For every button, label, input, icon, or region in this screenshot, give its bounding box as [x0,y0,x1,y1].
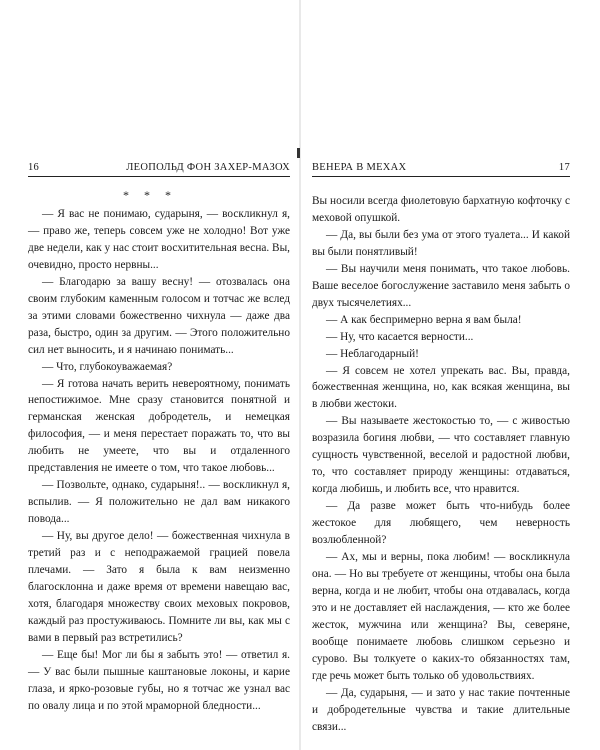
paragraph: — Да, сударыня, — и зато у нас такие почтенные и добродетельные чувства и такие длительные связи... [312,686,570,733]
paragraph: — Благодарю за вашу весну! — отозвалась она своим глубоким каменным голосом и тотчас же вслед за этими словами божественно чихнула — даже два раза, быстро, один за другим. — Этого положительно сил нет выносить, и я начинаю понимать... [28,275,290,356]
paragraph: — Ну, что касается верности... [326,330,474,343]
left-running-header [28,162,290,177]
paragraph: — Я готова начать верить невероятному, понимать непостижимое. Мне сразу становится понятной и германская женская добродетель, и немецкая философия, — и меня перестает поражать то, что вы любить не умеете, что вы и отдаленного представления не имеете о том, что такое любовь... [28,377,290,475]
paragraph: — Ну, вы другое дело! — божественная чихнула в третий раз и с неподражаемой грацией повела плечами. — Зато я была к вам неизменно благосклонна и даже время от времени навещаю вас, хотя, благодаря множеству своих меховых покровов, каждый раз простуживаюсь. Помните ли вы, как мы с вами в первый раз встретились? [28,530,290,644]
left-page-body [28,206,290,715]
left-running-title: ЛЕОПОЛЬД ФОН ЗАХЕР-МАЗОХ [126,162,290,173]
paragraph: — Что, глубокоуважаемая? [42,360,173,373]
paragraph: — Позвольте, однако, сударыня!.. — воскликнул я, вспылив. — Я положительно не дал вам никакого повода... [28,479,290,526]
right-page [300,0,600,750]
left-page-number: 16 [28,162,40,173]
paragraph: — Вы научили меня понимать, что такое любовь. Ваше веселое богослужение заставило меня забыть о двух тысячелетиях... [312,262,570,309]
right-running-title: ВЕНЕРА В МЕХАХ [312,162,407,173]
paragraph: — Неблагодарный! [326,347,419,360]
paragraph: — Я вас не понимаю, сударыня, — воскликнул я, — право же, теперь совсем уже не холодно! Вот уже две недели, как у нас стоит восхитительная весна. Вы, очевидно, просто нервны... [28,208,290,271]
right-page-body [312,193,570,736]
right-page-number: 17 [558,162,570,173]
paragraph: — Вы называете жестокостью то, — с живостью возразила богиня любви, — что составляет главную сущность чувственной, веселой и радостной любви, то, что составляет природу женщины: отдаваться, когда любишь, и любить все, что нравится. [312,415,570,496]
paragraph: — Да разве может быть что-нибудь более жестокое для любящего, чем неверность возлюбленной? [312,500,570,547]
section-separator: * * * [123,188,177,202]
paragraph: — Еще бы! Мог ли бы я забыть это! — ответил я. — У вас были пышные каштановые локоны, и карие глаза, и ярко-розовые губы, но я тотчас же узнал вас по овалу лица и по этой мраморной бледности... [28,648,290,712]
right-running-header [312,162,570,177]
paragraph: — Ах, мы и верны, пока любим! — воскликнула она. — Но вы требуете от женщины, чтобы она была верна, когда и не любит, чтобы она отдавалась, когда это и не доставляет ей наслаждения, — кто же более жесток, мужчина или женщина? Вы, северяне, вообще понимаете любовь слишком серьезно и сурово. Вы толкуете о каких-то обязанностях там, где речь может быть только об удовольствиях. [312,551,570,682]
paragraph: — Да, вы были без ума от этого туалета... И какой вы были понятливый! [312,228,570,258]
paragraph: — Я совсем не хотел упрекать вас. Вы, правда, божественная женщина, но, как всякая женщина, вы в любви жестоки. [312,364,570,411]
continued-paragraph: Вы носили всегда фиолетовую бархатную кофточку с меховой опушкой. [312,195,570,224]
paragraph: — А как беспримерно верна я вам была! [326,313,522,326]
